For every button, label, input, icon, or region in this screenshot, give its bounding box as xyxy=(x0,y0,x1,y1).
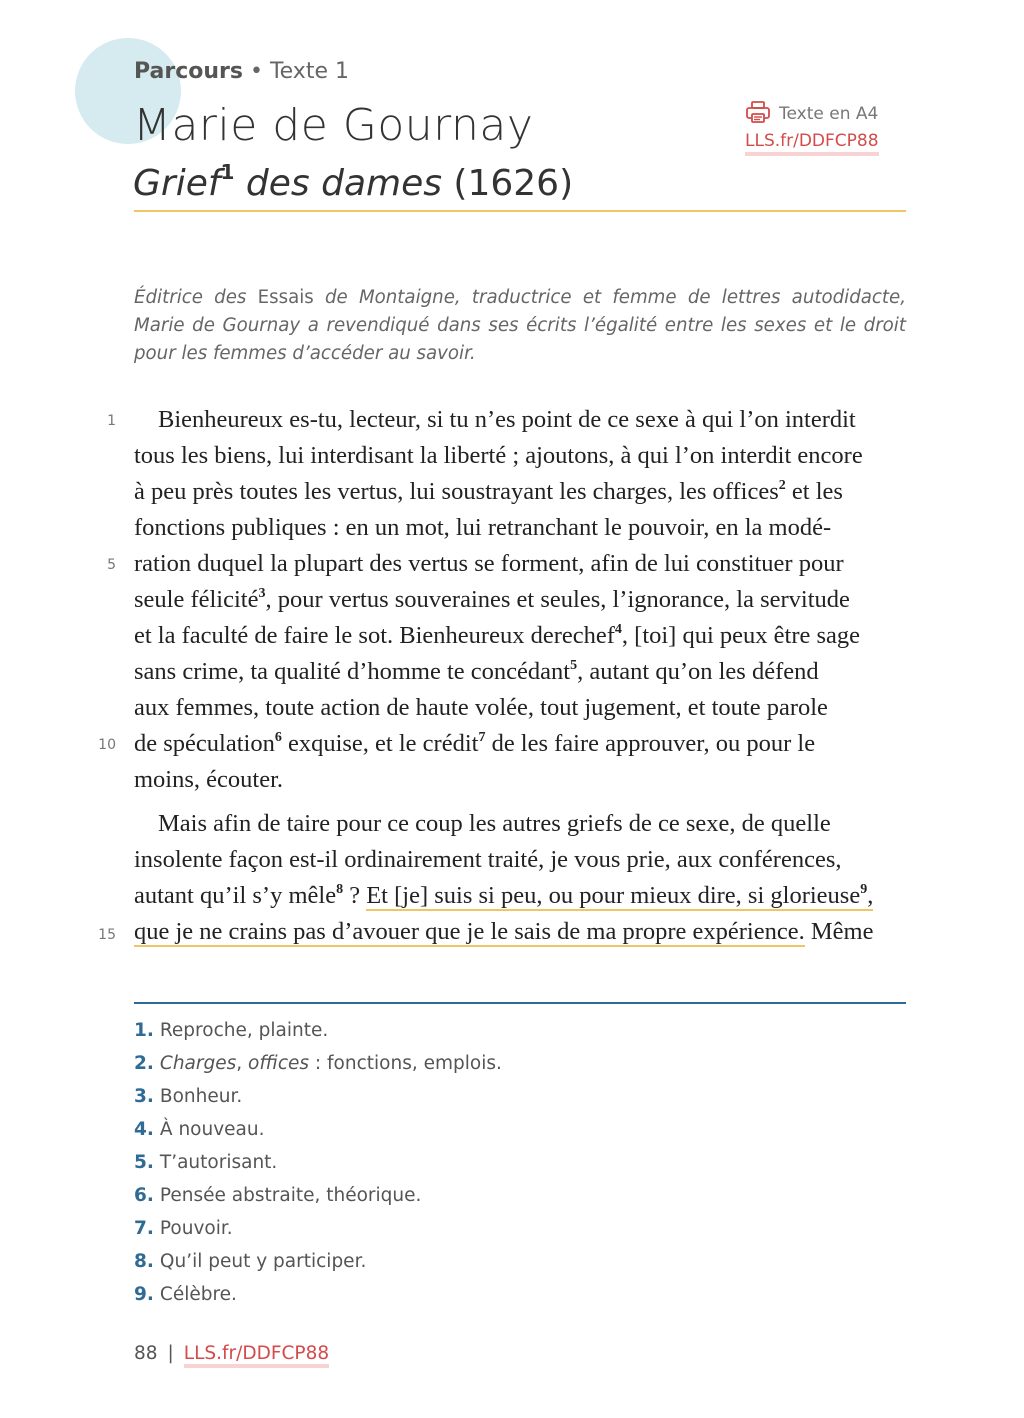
line-number: 5 xyxy=(107,557,116,573)
footnote: 1. Reproche, plainte. xyxy=(134,1020,329,1041)
page-number: 88 xyxy=(134,1343,158,1364)
work-title: Grief$^1$ des dames (1626) xyxy=(133,160,574,204)
text-line: ration duquel la plupart des vertus se forment, afin de lui constituer pour xyxy=(134,550,844,577)
a4-link[interactable]: LLS.fr/DDFCP88 xyxy=(745,130,879,156)
text-line: fonctions publiques : en un mot, lui retranchant le pouvoir, en la modé- xyxy=(134,514,832,541)
text-line: seule félicité$^3$, pour vertus souveraines et seules, l’ignorance, la servitude xyxy=(134,586,850,613)
footnote: 9. Célèbre. xyxy=(134,1284,237,1305)
text-line: et la faculté de faire le sot. Bienheureux derechef$^4$, [toi] qui peux être sage xyxy=(134,622,861,649)
text-line: sans crime, ta qualité d’homme te concédant$^5$, autant qu’on les défend xyxy=(134,658,819,685)
footnote: 4. À nouveau. xyxy=(134,1119,265,1140)
text-line: insolente façon est-il ordinairement traité, je vous prie, aux conférences, xyxy=(134,846,842,873)
footnote: 6. Pensée abstraite, théorique. xyxy=(134,1185,422,1206)
introduction: Éditrice des Essais de Montaigne, traductrice et femme de lettres autodidacte, Marie de Gournay a revendiqué dans ses écrits l’égalité entre les sexes et le droit pour les femmes d’accéder au savoir. xyxy=(134,287,906,364)
text-line: de spéculation$^6$ exquise, et le crédit$^7$ de les faire approuver, ou pour le xyxy=(134,730,816,757)
title-divider xyxy=(134,210,906,212)
text-line: moins, écouter. xyxy=(134,766,284,793)
line-number: 10 xyxy=(98,737,116,753)
highlighted-passage: Et [je] suis si peu, ou pour mieux dire, si glorieuse$^9$, xyxy=(366,882,874,909)
footnote: 2. Charges, offices : fonctions, emplois. xyxy=(134,1053,502,1074)
footnote: 7. Pouvoir. xyxy=(134,1218,233,1239)
printer-icon xyxy=(745,100,771,129)
line-number: 15 xyxy=(98,927,116,943)
line-number: 1 xyxy=(107,413,116,429)
footer-link[interactable]: LLS.fr/DDFCP88 xyxy=(184,1343,329,1368)
footer-separator: | xyxy=(167,1343,174,1364)
a4-label: Texte en A4 xyxy=(779,104,879,124)
highlighted-passage: que je ne crains pas d’avouer que je le sais de ma propre expérience. xyxy=(134,918,805,945)
page-title: Marie de Gournay xyxy=(133,100,534,151)
text-line: que je ne crains pas d’avouer que je le sais de ma propre expérience. Même xyxy=(134,918,874,945)
text-line: Bienheureux es-tu, lecteur, si tu n’es point de ce sexe à qui l’on interdit xyxy=(158,406,856,433)
text-line: tous les biens, lui interdisant la liberté ; ajoutons, à qui l’on interdit encore xyxy=(134,442,863,469)
text-line: Mais afin de taire pour ce coup les autres griefs de ce sexe, de quelle xyxy=(158,810,831,837)
footnotes xyxy=(134,1014,502,1311)
a4-link-box[interactable] xyxy=(745,100,885,156)
section-kicker: Parcours • Texte 1 xyxy=(134,59,349,84)
footnote: 8. Qu’il peut y participer. xyxy=(134,1251,367,1272)
footnote: 3. Bonheur. xyxy=(134,1086,243,1107)
main-text xyxy=(134,402,906,950)
page-footer xyxy=(134,1340,329,1368)
text-line: à peu près toutes les vertus, lui soustrayant les charges, les offices$^2$ et les xyxy=(134,478,843,505)
text-line: aux femmes, toute action de haute volée, tout jugement, et toute parole xyxy=(134,694,828,721)
footnotes-divider xyxy=(134,1002,906,1004)
text-line: autant qu’il s’y mêle$^8$ ? Et [je] suis si peu, ou pour mieux dire, si glorieuse$^9$, xyxy=(134,882,874,909)
footnote: 5. T’autorisant. xyxy=(134,1152,278,1173)
